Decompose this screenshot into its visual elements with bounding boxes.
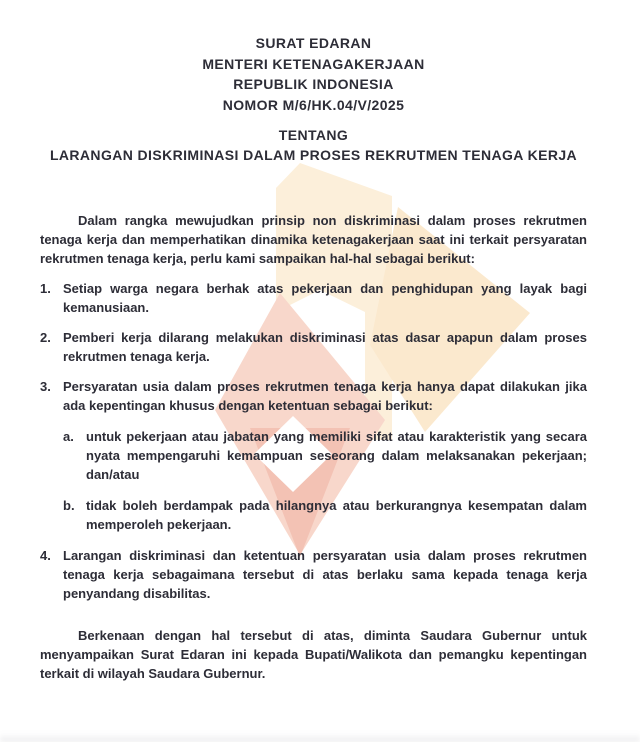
header-line-number: NOMOR M/6/HK.04/V/2025: [222, 96, 405, 113]
list-item-number: 3.: [40, 379, 51, 394]
subject-title: LARANGAN DISKRIMINASI DALAM PROSES REKRUTMEN TENAGA KERJA: [49, 146, 578, 163]
list-item-number: 4.: [40, 548, 51, 563]
header-line-republic: REPUBLIK INDONESIA: [233, 76, 394, 92]
list-subitem-letter: b.: [63, 498, 75, 513]
numbered-list: [40, 279, 587, 603]
document-header: [40, 33, 587, 115]
list-item-text: Larangan diskriminasi dan ketentuan persyaratan usia dalam proses rekrutmen tenaga kerja sebagaimana tersebut di atas berlaku sama kepada tenaga kerja penyandang disabilitas.: [63, 548, 587, 601]
list-item-text: Persyaratan usia dalam proses rekrutmen tenaga kerja hanya dapat dilakukan jika ada kepentingan khusus dengan ketentuan sebagai berikut:: [63, 379, 587, 413]
bottom-blur-strip: [0, 733, 640, 742]
list-item-1: [40, 279, 587, 317]
list-subitem-a: [40, 427, 587, 484]
list-subitem-letter: a.: [63, 429, 74, 444]
list-subitem-b: [40, 496, 587, 534]
header-line-doc-type: SURAT EDARAN: [255, 35, 372, 51]
opening-paragraph: Dalam rangka mewujudkan prinsip non diskriminasi dalam proses rekrutmen tenaga kerja dan memperhatikan dinamika ketenagakerjaan saat ini terkait persyaratan rekrutmen tenaga kerja, perlu kami sampaikan hal-hal sebagai berikut:: [40, 213, 587, 266]
list-item-3: [40, 377, 587, 415]
document-content: [40, 33, 587, 683]
list-item-number: 2.: [40, 330, 51, 345]
list-item-2: [40, 328, 587, 366]
list-subitem-text: tidak boleh berdampak pada hilangnya atau berkurangnya kesempatan dalam memperoleh pekerjaan.: [86, 498, 587, 532]
list-item-4: [40, 546, 587, 603]
closing-paragraph: Berkenaan dengan hal tersebut di atas, diminta Saudara Gubernur untuk menyampaikan Surat Edaran ini kepada Bupati/Walikota dan pemangku kepentingan terkait di wilayah Saudara Gubernur.: [40, 628, 587, 681]
list-item-number: 1.: [40, 281, 51, 296]
document-subject: [40, 126, 587, 165]
list-subitem-text: untuk pekerjaan atau jabatan yang memiliki sifat atau karakteristik yang secara nyata mempengaruhi kemampuan seseorang dalam melaksanakan pekerjaan; dan/atau: [86, 429, 587, 482]
header-line-minister: MENTERI KETENAGAKERJAAN: [202, 55, 425, 72]
subject-label: TENTANG: [278, 127, 349, 143]
list-item-text: Setiap warga negara berhak atas pekerjaan dan penghidupan yang layak bagi kemanusiaan.: [63, 281, 587, 315]
list-item-text: Pemberi kerja dilarang melakukan diskriminasi atas dasar apapun dalam proses rekrutmen tenaga kerja.: [63, 330, 587, 364]
